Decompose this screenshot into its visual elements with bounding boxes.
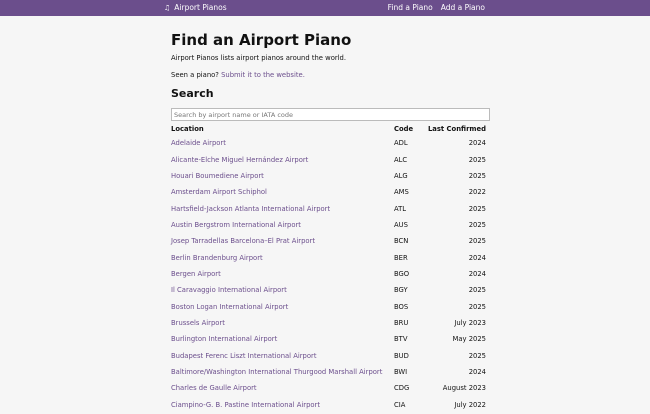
airport-code: BGO [394, 269, 410, 278]
airport-table [171, 125, 486, 413]
table-row [171, 397, 486, 413]
music-note-icon: ♫ [164, 3, 171, 12]
nav-find-a-piano[interactable]: Find a Piano [387, 3, 433, 12]
last-confirmed: 2025 [468, 220, 486, 229]
airport-code: BER [394, 253, 408, 262]
airport-link[interactable]: Ciampino-G. B. Pastine International Airport [171, 400, 320, 409]
column-location: Location [171, 125, 204, 133]
airport-link[interactable]: Alicante-Elche Miguel Hernández Airport [171, 155, 309, 164]
table-row [171, 135, 486, 151]
airport-link[interactable]: Austin Bergstrom International Airport [171, 220, 301, 229]
table-row [171, 266, 486, 282]
airport-code: AMS [394, 188, 409, 197]
airport-link[interactable]: Hartsfield-Jackson Atlanta International Airport [171, 204, 331, 213]
submit-link[interactable]: Submit it to the website. [221, 71, 305, 79]
airport-link[interactable]: Budapest Ferenc Liszt International Airport [171, 351, 317, 360]
last-confirmed: 2025 [468, 351, 486, 360]
airport-code: BGY [394, 286, 408, 295]
airport-link[interactable]: Adelaide Airport [171, 139, 226, 148]
table-row [171, 298, 486, 314]
intro-text: Airport Pianos lists airport pianos around the world. [171, 54, 347, 62]
table-row [171, 217, 486, 233]
column-code: Code [394, 125, 414, 133]
last-confirmed: 2024 [468, 269, 486, 278]
airport-code: AUS [394, 220, 408, 229]
nav-add-a-piano[interactable]: Add a Piano [440, 3, 485, 12]
last-confirmed: August 2023 [442, 384, 486, 393]
last-confirmed: 2025 [468, 171, 486, 180]
airport-code: ATL [394, 204, 407, 213]
last-confirmed: 2025 [468, 204, 486, 213]
table-row [171, 364, 486, 380]
airport-code: BWI [394, 367, 408, 376]
airport-code: ALC [394, 155, 408, 164]
last-confirmed: 2022 [468, 188, 486, 197]
table-row [171, 233, 486, 249]
last-confirmed: 2025 [468, 155, 486, 164]
last-confirmed: 2025 [468, 302, 486, 311]
last-confirmed: 2024 [468, 253, 486, 262]
last-confirmed: July 2022 [454, 400, 486, 409]
last-confirmed: May 2025 [452, 335, 486, 344]
last-confirmed: 2024 [468, 367, 486, 376]
last-confirmed: July 2023 [454, 318, 486, 327]
airport-link[interactable]: Josep Tarradellas Barcelona–El Prat Airport [171, 237, 316, 246]
table-row [171, 380, 486, 396]
brand-link[interactable] [164, 3, 227, 12]
main-content [171, 30, 486, 409]
airport-link[interactable]: Houari Boumediene Airport [171, 171, 264, 180]
airport-link[interactable]: Baltimore/Washington International Thurgood Marshall Airport [171, 367, 383, 376]
search-heading: Search [171, 87, 214, 100]
airport-code: CDG [394, 384, 410, 393]
airport-link[interactable]: Bergen Airport [171, 269, 221, 278]
table-header-row [171, 125, 486, 135]
search-input[interactable] [171, 108, 490, 121]
table-row [171, 347, 486, 363]
submit-prefix: Seen a piano? [171, 71, 219, 79]
table-body [171, 135, 486, 413]
last-confirmed: 2024 [468, 139, 486, 148]
table-row [171, 168, 486, 184]
column-last-confirmed: Last Confirmed [427, 125, 486, 133]
airport-code: BRU [394, 318, 409, 327]
airport-code: BCN [394, 237, 409, 246]
airport-code: CIA [394, 400, 406, 409]
table-row [171, 200, 486, 216]
submit-line [171, 71, 305, 79]
last-confirmed: 2025 [468, 286, 486, 295]
table-row [171, 331, 486, 347]
top-nav-bar [0, 0, 650, 16]
airport-link[interactable]: Berlin Brandenburg Airport [171, 253, 263, 262]
table-row [171, 249, 486, 265]
table-row [171, 184, 486, 200]
airport-link[interactable]: Boston Logan International Airport [171, 302, 289, 311]
table-row [171, 315, 486, 331]
brand-name: Airport Pianos [174, 3, 227, 12]
airport-code: BOS [394, 302, 409, 311]
airport-code: BTV [394, 335, 408, 344]
airport-link[interactable]: Brussels Airport [171, 318, 225, 327]
airport-code: ADL [394, 139, 408, 148]
airport-link[interactable]: Il Caravaggio International Airport [171, 286, 287, 295]
airport-link[interactable]: Amsterdam Airport Schiphol [171, 188, 267, 197]
airport-link[interactable]: Charles de Gaulle Airport [171, 384, 257, 393]
table-row [171, 151, 486, 167]
page-title: Find an Airport Piano [171, 31, 352, 49]
airport-code: ALG [394, 171, 408, 180]
airport-link[interactable]: Burlington International Airport [171, 335, 278, 344]
airport-code: BUD [394, 351, 409, 360]
nav-links [388, 3, 485, 12]
last-confirmed: 2025 [468, 237, 486, 246]
table-row [171, 282, 486, 298]
